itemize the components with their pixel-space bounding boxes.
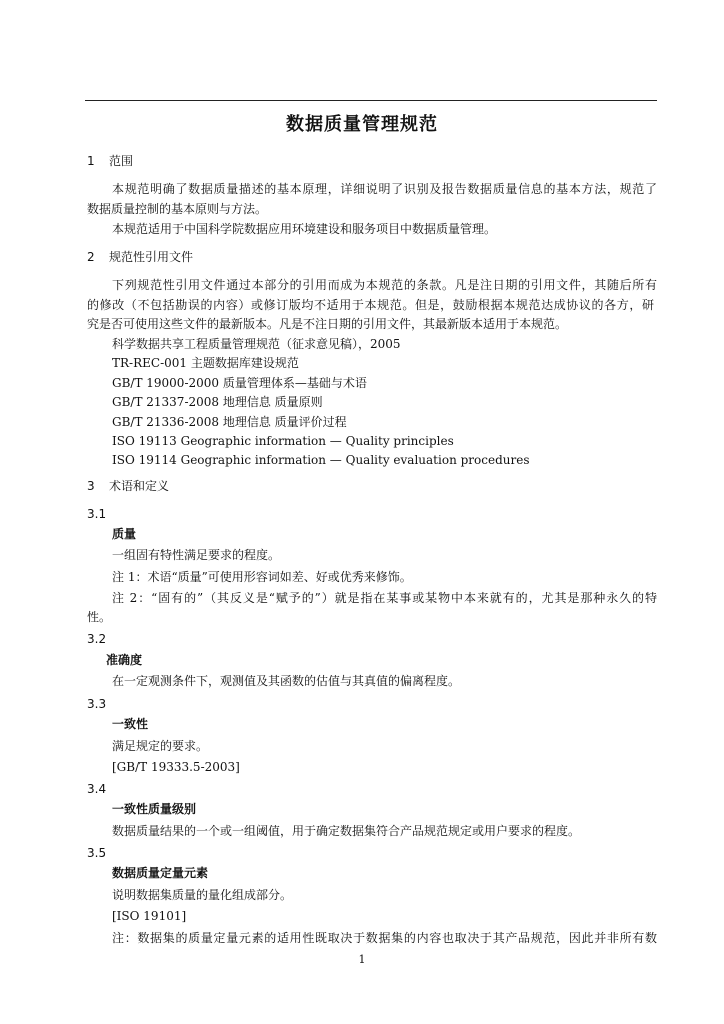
reference-item: ISO 19113 Geographic information — Quality principles: [112, 434, 454, 448]
clause-number: 3.3: [87, 697, 107, 711]
reference-item: GB/T 21336-2008 地理信息 质量评价过程: [112, 415, 347, 429]
paragraph-text: 的修改（不包括勘误的内容）或修订版均不适用于本规范。但是，鼓励根据本规范达成协议的各方，研: [87, 298, 654, 312]
document-title: 数据质量管理规范: [286, 114, 438, 135]
section-title: 术语和定义: [109, 479, 170, 493]
term: 准确度: [106, 653, 143, 667]
paragraph-text: 本规范明确了数据质量描述的基本原理，详细说明了识别及报告数据质量信息的基本方法，规范了: [112, 182, 657, 196]
page-number: 1: [358, 953, 366, 966]
paragraph-line: 数据质量控制的基本原则与方法。: [87, 202, 268, 216]
note: [87, 930, 657, 946]
term: 一致性质量级别: [112, 802, 197, 816]
clause-number: 3.4: [87, 782, 107, 796]
section-number: 3: [87, 479, 95, 493]
header-rule: [85, 100, 657, 101]
reference-item: 科学数据共享工程质量管理规范（征求意见稿），2005: [112, 337, 401, 351]
reference-item: GB/T 21337-2008 地理信息 质量原则: [112, 395, 323, 409]
paragraph-line: 本规范适用于中国科学院数据应用环境建设和服务项目中数据质量管理。: [112, 222, 497, 236]
definition: 数据质量结果的一个或一组阈值，用于确定数据集符合产品规范规定或用户要求的程度。: [112, 824, 581, 838]
term: 数据质量定量元素: [112, 866, 209, 880]
reference-item: ISO 19114 Geographic information — Quality evaluation procedures: [112, 453, 530, 467]
paragraph-line: [87, 277, 657, 293]
definition: 说明数据集质量的量化组成部分。: [112, 888, 293, 902]
clause-number: 3.5: [87, 846, 107, 860]
definition: 在一定观测条件下，观测值及其函数的估值与其真值的偏离程度。: [112, 674, 461, 688]
paragraph-line: [87, 181, 657, 197]
note-text: 注：数据集的质量定量元素的适用性既取决于数据集的内容也取决于其产品规范，因此并非所有数: [112, 931, 657, 945]
source-citation: [ISO 19101]: [112, 909, 187, 923]
source-citation: [GB/T 19333.5-2003]: [112, 760, 240, 774]
section-3-heading: [87, 478, 169, 494]
note: 注 1：术语“质量”可使用形容词如差、好或优秀来修饰。: [112, 570, 412, 584]
section-title: 范围: [109, 154, 134, 168]
section-title: 规范性引用文件: [109, 250, 194, 264]
section-1-heading: [87, 153, 133, 169]
note-text: 注 2：“固有的”（其反义是“赋予的”）就是指在某事或某物中本来就有的，尤其是那种永久的特: [112, 591, 657, 605]
term: 一致性: [112, 717, 149, 731]
reference-item: TR-REC-001 主题数据库建设规范: [112, 356, 299, 370]
term: 质量: [112, 527, 137, 541]
paragraph-line: 究是否可使用这些文件的最新版本。凡是不注日期的引用文件，其最新版本适用于本规范。: [87, 317, 568, 331]
section-number: 2: [87, 250, 95, 264]
paragraph-text: 下列规范性引用文件通过本部分的引用而成为本规范的条款。凡是注日期的引用文件，其随后所有: [112, 278, 657, 292]
note: [87, 590, 657, 606]
definition: 满足规定的要求。: [112, 739, 209, 753]
clause-number: 3.1: [87, 507, 107, 521]
paragraph-line: [87, 297, 654, 313]
clause-number: 3.2: [87, 632, 107, 646]
section-2-heading: [87, 249, 193, 265]
reference-item: GB/T 19000-2000 质量管理体系—基础与术语: [112, 376, 367, 390]
section-number: 1: [87, 154, 95, 168]
note: 性。: [87, 610, 112, 624]
definition: 一组固有特性满足要求的程度。: [112, 548, 281, 562]
